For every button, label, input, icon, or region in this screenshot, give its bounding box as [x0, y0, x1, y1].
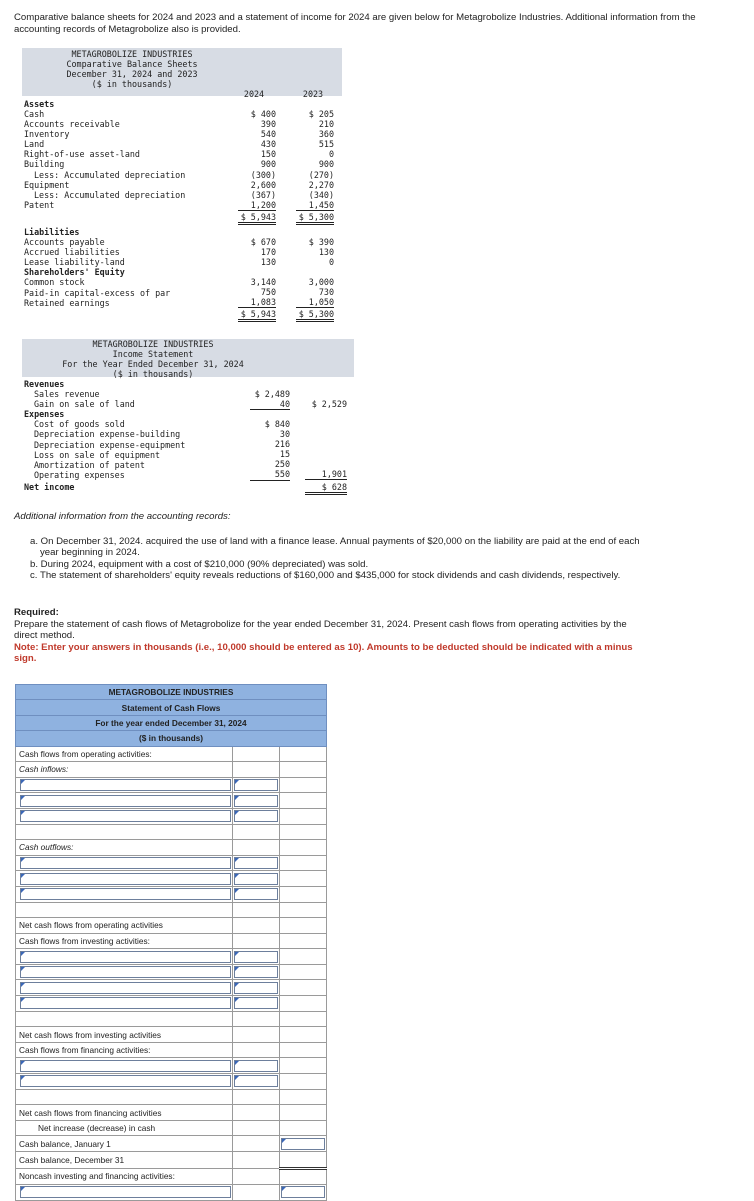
inflow-amount-input[interactable] [234, 810, 278, 822]
cf-investing-heading: Cash flows from investing activities: [16, 933, 233, 949]
is-period: For the Year Ended December 31, 2024 [62, 359, 244, 370]
assets-total-2023: $ 5,300 [296, 212, 334, 225]
equity-value-2024: 1,083 [238, 297, 276, 308]
equity-value-2023: 3,000 [308, 277, 334, 287]
required-text: Prepare the statement of cash flows of Metagrobolize for the year ended December 31, 2024. Present cash flows from operating activities by the direct method. [14, 618, 627, 642]
asset-value-2023: 1,450 [296, 200, 334, 211]
bs-date: December 31, 2024 and 2023 [66, 69, 198, 80]
expense-amount: 250 [274, 459, 290, 470]
bs-title: Comparative Balance Sheets [66, 59, 198, 70]
equity-label: Retained earnings [24, 297, 110, 308]
investing-label-input[interactable] [20, 966, 231, 978]
required-label: Required: [14, 607, 59, 618]
liabilities-2023 [296, 237, 334, 267]
liability-value-2023: 130 [318, 247, 334, 258]
required-section [14, 607, 644, 665]
expense-label: Operating expenses [34, 469, 125, 480]
asset-label: Land [24, 139, 45, 150]
col-2024: 2024 [243, 89, 265, 99]
expense-amount: 550 [250, 469, 290, 480]
cash-flow-table [15, 684, 327, 1201]
cash-balance-jan-input[interactable] [281, 1138, 325, 1150]
revenue-label: Gain on sale of land [34, 399, 135, 410]
cf-noncash-heading: Noncash investing and financing activities: [16, 1168, 233, 1185]
le-total-2023: $ 5,300 [296, 309, 334, 322]
cf-cash-inflows: Cash inflows: [16, 762, 233, 778]
outflow-label-input[interactable] [20, 857, 231, 869]
col-2023: 2023 [302, 89, 324, 99]
revenue-label: Sales revenue [34, 389, 100, 400]
liability-value-2024: $ 670 [250, 237, 276, 247]
cf-cash-outflows: Cash outflows: [16, 840, 233, 856]
expense-amounts [250, 419, 290, 481]
cf-balance-jan: Cash balance, January 1 [16, 1136, 233, 1152]
asset-value-2024: 150 [260, 149, 276, 160]
is-units: ($ in thousands) [112, 369, 194, 380]
cf-title: Statement of Cash Flows [16, 700, 327, 715]
asset-value-2023: 2,270 [308, 179, 334, 190]
expenses-total: 1,901 [305, 469, 347, 480]
revenues-total: $ 2,529 [311, 399, 347, 409]
asset-value-2023: (340) [308, 189, 334, 200]
outflow-label-input[interactable] [20, 888, 231, 900]
asset-label: Right-of-use asset-land [24, 149, 140, 160]
assets-2024 [238, 109, 276, 225]
outflow-amount-input[interactable] [234, 857, 278, 869]
asset-value-2024: (300) [250, 169, 276, 180]
assets-labels [24, 109, 185, 210]
asset-value-2023: 210 [318, 119, 334, 130]
equity-value-2023: 1,050 [296, 297, 334, 308]
additional-item: c. The statement of shareholders' equity reveals reductions of $160,000 and $435,000 for stock dividends and cash dividends, respectively. [30, 569, 621, 581]
asset-label: Less: Accumulated depreciation [34, 189, 186, 200]
income-header [22, 339, 354, 379]
investing-amount-input[interactable] [234, 982, 278, 994]
financing-label-input[interactable] [20, 1060, 231, 1072]
investing-amount-input[interactable] [234, 951, 278, 963]
noncash-amount-input[interactable] [281, 1186, 325, 1198]
liability-value-2023: 0 [328, 257, 334, 268]
equity-label: Common stock [24, 277, 85, 288]
expense-label: Loss on sale of equipment [34, 449, 161, 460]
revenue-amount: $ 2,489 [254, 389, 290, 399]
expense-label: Amortization of patent [34, 459, 145, 470]
equity-heading: Shareholders' Equity [24, 267, 125, 278]
asset-value-2024: 900 [260, 159, 276, 170]
cf-net-operating: Net cash flows from operating activities [16, 918, 233, 934]
outflow-label-input[interactable] [20, 873, 231, 885]
financing-amount-input[interactable] [234, 1075, 278, 1087]
asset-label: Less: Accumulated depreciation [34, 169, 186, 180]
asset-label: Building [24, 159, 65, 170]
note-text: Note: Enter your answers in thousands (i.e., 10,000 should be entered as 10). Amounts to be deducted should be indicated with a minus sign. [14, 641, 633, 665]
inflow-label-input[interactable] [20, 779, 231, 791]
asset-value-2024: 540 [260, 129, 276, 140]
is-company: METAGROBOLIZE INDUSTRIES [92, 339, 214, 349]
asset-value-2024: 390 [260, 119, 276, 130]
bs-company: METAGROBOLIZE INDUSTRIES [71, 49, 193, 59]
assets-total-2024: $ 5,943 [238, 212, 276, 225]
asset-value-2024: 430 [260, 139, 276, 150]
asset-value-2023: 0 [328, 149, 334, 160]
liability-value-2024: 170 [260, 247, 276, 258]
cf-net-increase: Net increase (decrease) in cash [16, 1120, 233, 1136]
asset-label: Inventory [24, 129, 70, 140]
additional-item: b. During 2024, equipment with a cost of $210,000 (90% depreciated) was sold. [30, 558, 369, 570]
net-income-value: $ 628 [305, 482, 347, 495]
equity-value-2023: 730 [318, 287, 334, 298]
equity-value-2024: 3,140 [250, 277, 276, 287]
liability-value-2024: 130 [260, 257, 276, 268]
asset-value-2024: (367) [250, 189, 276, 200]
additional-item: a. On December 31, 2024. acquired the use of land with a finance lease. Annual payments of $20,000 on the liability are paid at the end of each year beginning in 2024. [30, 536, 640, 559]
equity-label: Paid-in capital-excess of par [24, 287, 171, 298]
le-total-2024: $ 5,943 [238, 309, 276, 322]
financing-amount-input[interactable] [234, 1060, 278, 1072]
liabilities-heading: Liabilities [24, 227, 80, 237]
liability-value-2023: $ 390 [308, 237, 334, 247]
liability-label: Accounts payable [24, 237, 105, 248]
equity-value-2024: 750 [260, 287, 276, 298]
cf-period: For the year ended December 31, 2024 [16, 715, 327, 730]
cf-net-financing: Net cash flows from financing activities [16, 1105, 233, 1121]
expense-amount: 216 [274, 439, 290, 450]
outflow-amount-input[interactable] [234, 873, 278, 885]
cf-financing-heading: Cash flows from financing activities: [16, 1042, 233, 1058]
revenues-heading: Revenues [24, 379, 65, 389]
asset-value-2024: 1,200 [238, 200, 276, 211]
outflow-amount-input[interactable] [234, 888, 278, 900]
asset-label: Cash [24, 109, 45, 119]
net-income-label: Net income [24, 481, 75, 492]
financing-label-input[interactable] [20, 1075, 231, 1087]
inflow-amount-input[interactable] [234, 795, 278, 807]
asset-value-2023: 360 [318, 129, 334, 140]
asset-value-2023: 900 [318, 159, 334, 170]
le-labels [24, 227, 170, 308]
is-title: Income Statement [112, 349, 194, 360]
inflow-label-input[interactable] [20, 795, 231, 807]
income-labels [24, 379, 185, 492]
intro-text: Comparative balance sheets for 2024 and 2023 and a statement of income for 2024 are given below for Metagrobolize Industries. Additional information from the accounting records of Metagrobolize also is provided. [14, 12, 696, 35]
liability-label: Lease liability-land [24, 257, 125, 268]
asset-label: Equipment [24, 179, 70, 190]
assets-2023 [296, 109, 334, 225]
expenses-heading: Expenses [24, 409, 65, 420]
asset-value-2023: $ 205 [308, 109, 334, 119]
expense-amount: $ 840 [264, 419, 290, 429]
equity-2024 [238, 277, 276, 322]
expense-label: Depreciation expense-equipment [34, 439, 186, 450]
cf-company: METAGROBOLIZE INDUSTRIES [16, 685, 327, 700]
expense-amount: 30 [279, 429, 290, 440]
asset-label: Accounts receivable [24, 119, 120, 130]
asset-value-2024: 2,600 [250, 179, 276, 190]
asset-label: Patent [24, 199, 55, 210]
expenses-and-net [305, 469, 347, 495]
balance-sheet-header [22, 49, 342, 89]
assets-heading: Assets [24, 99, 55, 109]
bs-units: ($ in thousands) [91, 79, 173, 90]
asset-value-2024: $ 400 [250, 109, 276, 119]
liabilities-2024 [238, 237, 276, 267]
equity-2023 [296, 277, 334, 322]
cf-operating-heading: Cash flows from operating activities: [16, 746, 233, 762]
cf-net-investing: Net cash flows from investing activities [16, 1027, 233, 1043]
additional-list [30, 536, 648, 581]
expense-label: Cost of goods sold [34, 419, 125, 430]
expense-amount: 15 [279, 449, 290, 460]
inflow-label-input[interactable] [20, 810, 231, 822]
cf-balance-dec: Cash balance, December 31 [16, 1152, 233, 1169]
revenue-amount: 40 [250, 399, 290, 410]
liability-label: Accrued liabilities [24, 247, 120, 258]
investing-label-input[interactable] [20, 951, 231, 963]
asset-value-2023: 515 [318, 139, 334, 150]
expense-label: Depreciation expense-building [34, 429, 181, 440]
additional-heading: Additional information from the accounting records: [14, 511, 231, 522]
noncash-label-input[interactable] [20, 1186, 231, 1198]
inflow-amount-input[interactable] [234, 779, 278, 791]
investing-amount-input[interactable] [234, 997, 278, 1009]
revenue-amounts [250, 389, 290, 410]
investing-label-input[interactable] [20, 997, 231, 1009]
asset-value-2023: (270) [308, 169, 334, 180]
investing-amount-input[interactable] [234, 966, 278, 978]
cf-units: ($ in thousands) [16, 731, 327, 746]
investing-label-input[interactable] [20, 982, 231, 994]
